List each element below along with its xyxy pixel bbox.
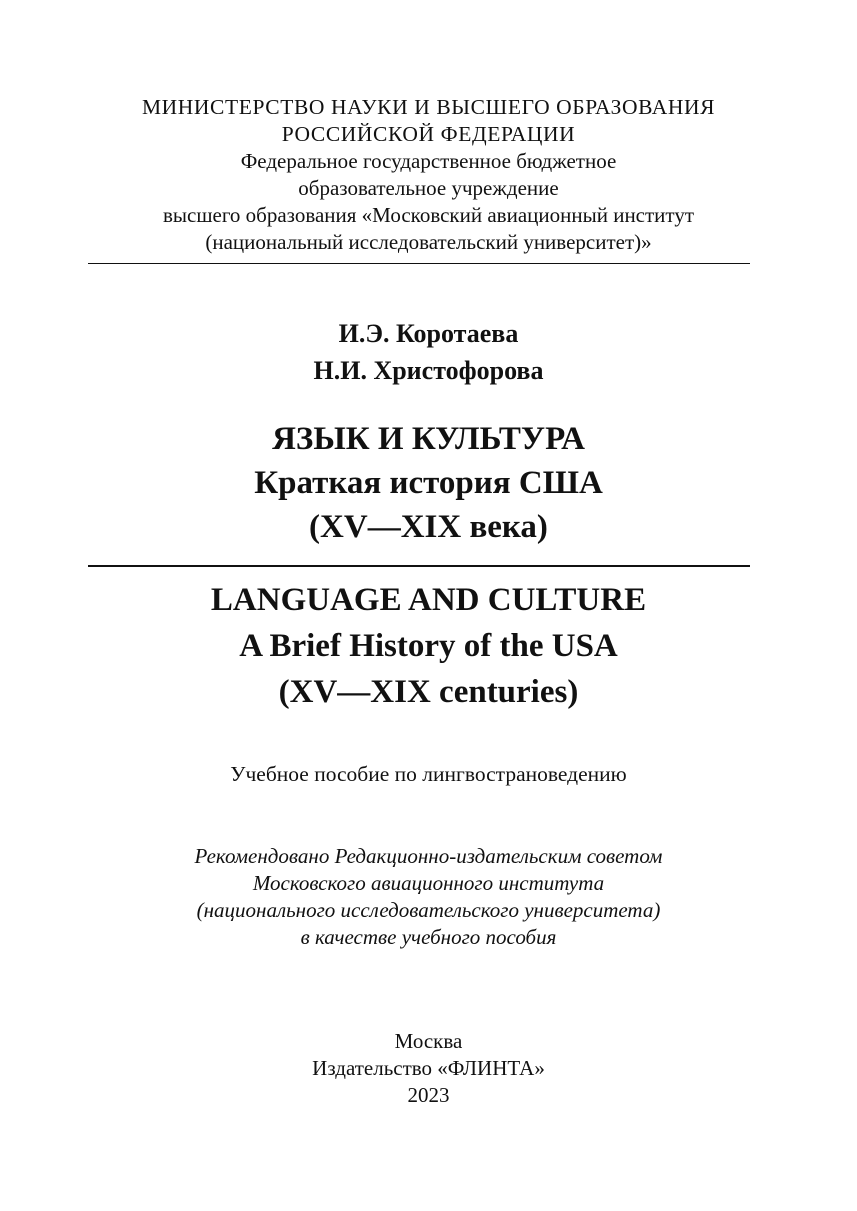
title-en-line: (XV—XIX centuries) — [278, 674, 579, 710]
title-en-line: A Brief History of the USA — [239, 628, 618, 664]
recommendation-line: в качестве учебного пособия — [300, 925, 557, 949]
author-name: И.Э. Коротаева — [338, 319, 519, 348]
publisher-name: Издательство «ФЛИНТА» — [312, 1056, 545, 1080]
institution-header — [0, 148, 857, 256]
institution-line: (национальный исследовательский университет)» — [205, 230, 652, 254]
title-ru-line: (XV—XIX века) — [309, 509, 548, 545]
recommendation-line: Рекомендовано Редакционно-издательским советом — [194, 844, 663, 868]
title-ru-line: Краткая история США — [254, 465, 603, 501]
author-name: Н.И. Христофорова — [313, 356, 544, 385]
authors — [0, 315, 857, 389]
publication-year: 2023 — [407, 1083, 450, 1107]
title-en-line: LANGUAGE AND CULTURE — [210, 582, 647, 618]
ministry-header — [0, 94, 857, 148]
title-divider — [88, 565, 750, 567]
title-english — [0, 577, 857, 715]
subtitle: Учебное пособие по лингвострановедению — [230, 762, 627, 786]
header-divider — [88, 263, 750, 264]
title-ru-line: ЯЗЫК И КУЛЬТУРА — [272, 421, 585, 457]
publisher-city: Москва — [394, 1029, 463, 1053]
ministry-line: МИНИСТЕРСТВО НАУКИ И ВЫСШЕГО ОБРАЗОВАНИЯ — [141, 95, 716, 119]
recommendation-line: (национального исследовательского университета) — [196, 898, 661, 922]
imprint — [0, 1028, 857, 1109]
institution-line: образовательное учреждение — [298, 176, 559, 200]
ministry-line: РОССИЙСКОЙ ФЕДЕРАЦИИ — [281, 122, 576, 146]
institution-line: Федеральное государственное бюджетное — [240, 149, 617, 173]
recommendation — [0, 843, 857, 951]
recommendation-line: Московского авиационного института — [252, 871, 605, 895]
institution-line: высшего образования «Московский авиационный институт — [162, 203, 694, 227]
title-russian — [0, 417, 857, 549]
